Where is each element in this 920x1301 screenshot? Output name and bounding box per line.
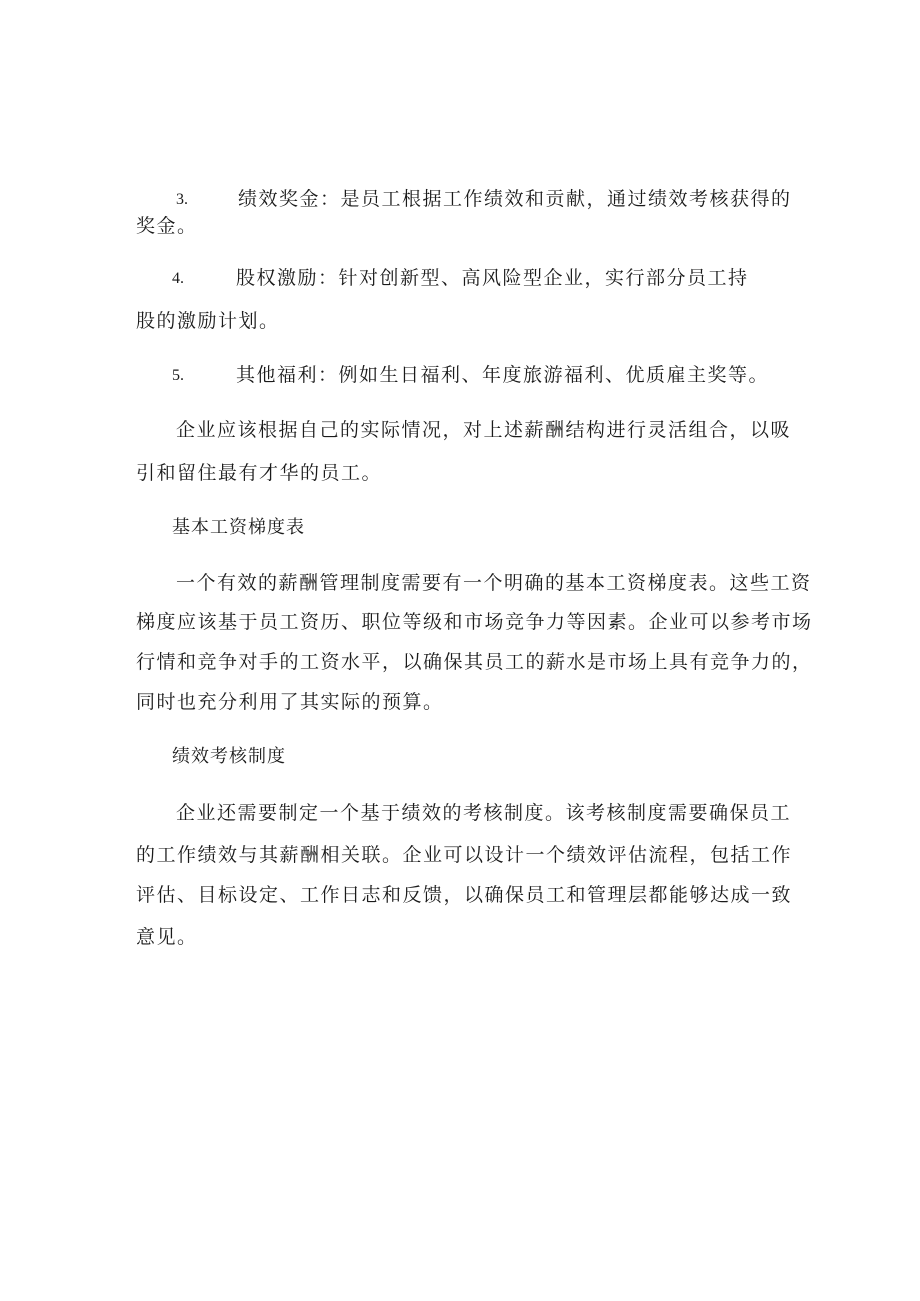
section-paragraph-line: 的工作绩效与其薪酬相关联。企业可以设计一个绩效评估流程，包括工作 xyxy=(136,844,793,866)
list-item-number: 5. xyxy=(172,367,184,384)
section-paragraph-line: 行情和竞争对手的工资水平，以确保其员工的薪水是市场上具有竞争力的， xyxy=(136,651,813,673)
summary-paragraph-line: 企业应该根据自己的实际情况，对上述薪酬结构进行灵活组合，以吸 xyxy=(176,419,792,441)
list-item-number: 4. xyxy=(172,270,184,287)
list-item-text: 绩效奖金：是员工根据工作绩效和贡献，通过绩效考核获得的 xyxy=(238,188,792,210)
summary-paragraph-line: 引和留住最有才华的员工。 xyxy=(136,462,383,484)
list-item-text-continued: 奖金。 xyxy=(136,215,198,237)
section-paragraph-line: 意见。 xyxy=(136,926,198,948)
section-heading: 基本工资梯度表 xyxy=(172,517,305,538)
list-item-number: 3. xyxy=(176,191,188,208)
section-paragraph-line: 一个有效的薪酬管理制度需要有一个明确的基本工资梯度表。这些工资 xyxy=(176,572,812,594)
list-item-text: 股权激励：针对创新型、高风险型企业，实行部分员工持 xyxy=(236,267,749,289)
list-item-text-continued: 股的激励计划。 xyxy=(136,310,280,332)
list-item-text: 其他福利：例如生日福利、年度旅游福利、优质雇主奖等。 xyxy=(236,364,770,386)
section-paragraph-line: 梯度应该基于员工资历、职位等级和市场竞争力等因素。企业可以参考市场 xyxy=(136,611,813,633)
section-paragraph-line: 同时也充分利用了其实际的预算。 xyxy=(136,691,444,713)
section-heading: 绩效考核制度 xyxy=(172,746,286,767)
section-paragraph-line: 企业还需要制定一个基于绩效的考核制度。该考核制度需要确保员工 xyxy=(176,802,792,824)
section-paragraph-line: 评估、目标设定、工作日志和反馈，以确保员工和管理层都能够达成一致 xyxy=(136,884,793,906)
